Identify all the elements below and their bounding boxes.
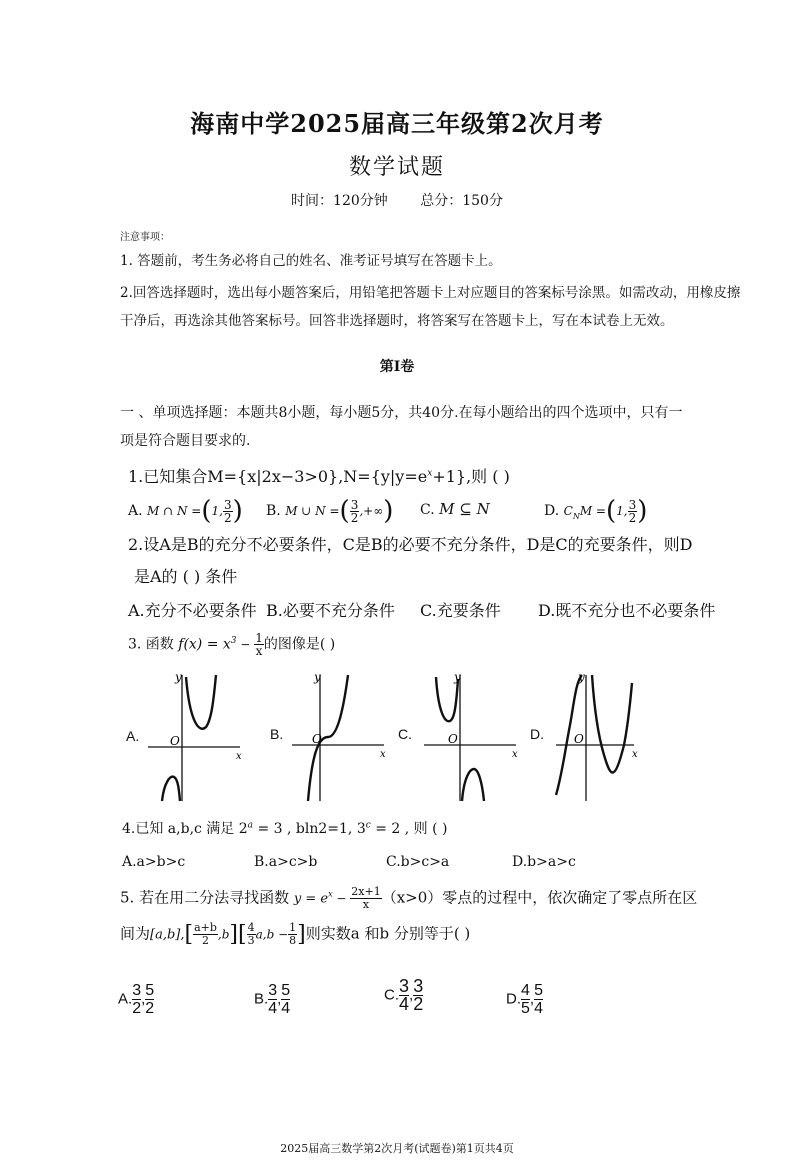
exam-subtitle: 数学试题 [348,155,445,180]
notes-item-1: 1. 答题前，考生务必将自己的姓名、准考证号填写在答题卡上。 [120,253,502,269]
q5-stem-line1: 5. 若在用二分法寻找函数 $y = e^x$ − $\frac{2x+1}{x}$ （x>0）零点的过程中，依次确定了零点所在区 [120,885,698,911]
y-axis-label: y [314,670,321,684]
x-axis-label: x [632,749,638,760]
exam-meta [0,190,794,210]
section-intro-line1: 一 、单项选择题：本题共8小题，每小题5分，共40分.在每小题给出的四个选项中，只有一 [120,405,683,421]
q4-stem: 4.已知 a,b,c 满足 $2^a = 3$ , bln2=1, $3^c = 2$ , 则 ( ) [122,820,448,837]
notes-item-2-line2: 干净后，再选涂其他答案标号。回答非选择题时，将答案写在答题卡上，写在本试卷上无效。 [120,313,674,329]
curve-right-branch [462,769,484,801]
notes-item-2-line1: 2.回答选择题时，选出每小题答案后，用铅笔把答题卡上对应题目的答案标号涂黑。如需改动，用橡皮擦 [120,285,741,301]
q1-option-d[interactable]: D. $C_NM =(1$, $\frac{3}{2}$ ) [544,496,648,526]
origin-label: O [170,734,180,748]
q4-option-a[interactable]: A.a>b>c [122,854,186,870]
y-axis-label: y [454,670,461,684]
q2-option-b[interactable]: B.必要不充分条件 [266,601,395,620]
y-axis-label: y [175,670,182,684]
page-footer: 2025届高三数学第2次月考(试题卷)第1页共4页 [280,1142,514,1155]
x-axis-label: x [512,749,518,760]
q1-option-c[interactable]: C. M ⊆ N [420,500,490,518]
q1-stem: 1.已知集合$M=\{x|2x-3>0\},N=\{y|y=e^x+1\}$,则 ( ) [128,467,510,486]
notes-heading: 注意事项： [120,232,170,243]
q3-graph-c[interactable] [416,665,526,805]
exam-title: 海南中学2025届高三年级第2次月考 [190,109,604,138]
q3-stem: 3. 函数 $f(x) = x^3$ − $\frac{1}{x}$ 的图像是( ) [128,631,336,658]
exam-score: 总分：150分 [420,193,503,209]
q2-option-d[interactable]: D.既不充分也不必要条件 [538,601,716,620]
q4-option-b[interactable]: B.a>c>b [254,854,318,870]
q5-option-d[interactable]: D. $\frac{4}{5}$ , $\frac{5}{4}$ [506,982,543,1017]
q4-option-d[interactable]: D.b>a>c [512,854,576,870]
origin-label: O [448,732,458,746]
y-axis-label: y [578,670,585,684]
q1-option-b[interactable]: B. M ∪ N =( $\frac{3}{2}$ ,+∞) [266,496,394,526]
q5-option-b[interactable]: B. $\frac{3}{4}$ , $\frac{5}{4}$ [254,982,291,1017]
curve-right-branch [592,675,632,773]
q3-option-d-label[interactable]: D. [530,726,544,742]
section-intro-line2: 项是符合题目要求的. [120,433,251,449]
section-title: 第Ⅰ卷 [379,359,415,375]
curve-left-branch [162,777,180,801]
q4-option-c[interactable]: C.b>c>a [386,854,450,870]
x-axis-label: x [236,751,242,762]
origin-label: O [312,732,322,746]
q3-graph-b[interactable] [284,665,394,805]
x-axis-label: x [380,749,386,760]
q3-graph-a[interactable] [140,665,250,805]
q3-option-a-label[interactable]: A. [126,728,140,744]
q3-option-b-label[interactable]: B. [270,726,284,742]
q5-option-a[interactable]: A. $\frac{3}{2}$ , $\frac{5}{2}$ [118,982,155,1017]
q2-option-c[interactable]: C.充要条件 [420,601,501,620]
exam-time: 时间：120分钟 [291,193,388,209]
origin-label: O [574,732,584,746]
q2-stem-line2: 是A的 ( ) 条件 [134,567,238,586]
q3-graph-d[interactable] [548,665,648,805]
q1-option-a[interactable]: A. M ∩ N =(1, $\frac{3}{2}$ ) [128,496,243,526]
curve-right-branch [186,675,216,729]
q2-option-a[interactable]: A.充分不必要条件 [128,601,257,620]
q5-option-c[interactable]: C. $\frac{3}{4}$ , $\frac{3}{2}$ [384,976,424,1014]
q2-stem-line1: 2.设A是B的充分不必要条件，C是B的必要不充分条件，D是C的充要条件，则D [128,535,693,554]
q3-option-c-label[interactable]: C. [398,726,412,742]
q5-stem-line2: 间为[a,b],[ $\frac{a+b}{2}$ ,b][ $\frac{4}{3}$ a,b − $\frac{1}{8}$ ]则实数a 和b 分别等于( ) [120,921,471,947]
